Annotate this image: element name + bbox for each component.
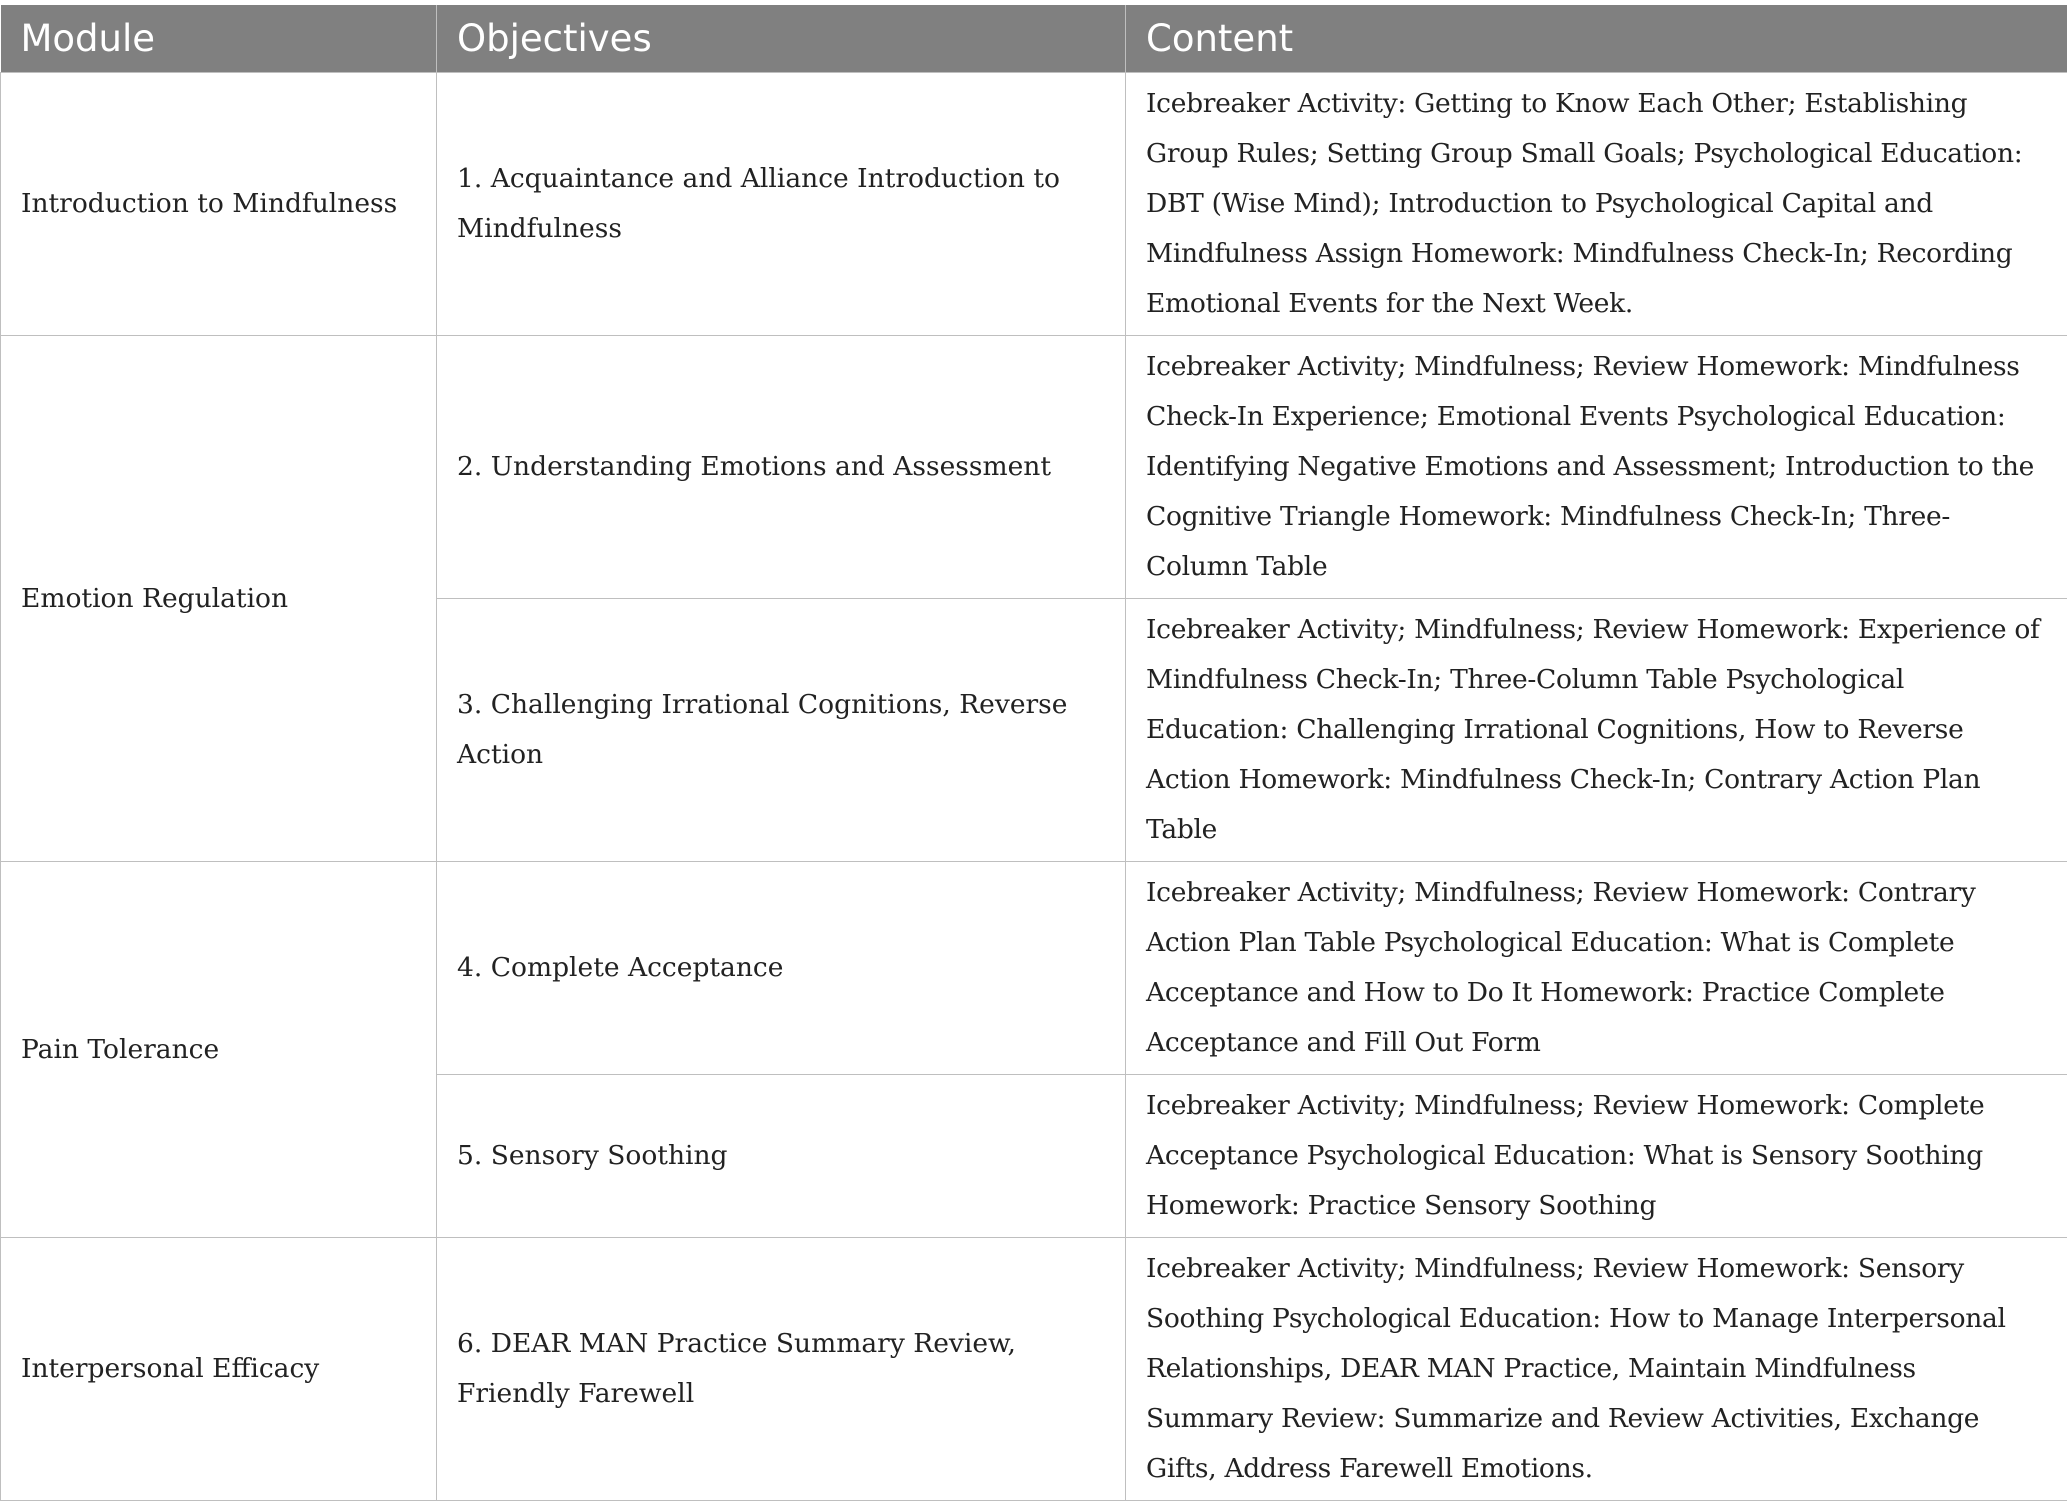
header-content: Content [1126, 5, 2067, 73]
content-cell: Icebreaker Activity; Mindfulness; Review Homework: Experience of Mindfulness Check-In; Three-Column Table Psychological Education: Challenging Irrational Cognitions, How to Reverse Action Homework: Mindfulness Check-In; Contrary Action Plan Table [1126, 599, 2067, 862]
table-row [1, 862, 2067, 1075]
content-cell: Icebreaker Activity; Mindfulness; Review Homework: Sensory Soothing Psychological Education: How to Manage Interpersonal Relationships, DEAR MAN Practice, Maintain Mindfulness Summary Review: Summarize and Review Activities, Exchange Gifts, Address Farewell Emotions. [1126, 1238, 2067, 1501]
content-cell: Icebreaker Activity; Mindfulness; Review Homework: Complete Acceptance Psychological Education: What is Sensory Soothing Homework: Practice Sensory Soothing [1126, 1075, 2067, 1238]
table-header-row [1, 5, 2067, 73]
objective-cell: 1. Acquaintance and Alliance Introduction to Mindfulness [437, 73, 1126, 336]
module-table [0, 5, 2067, 1501]
table-row [1, 336, 2067, 599]
header-objectives: Objectives [437, 5, 1126, 73]
objective-cell: 3. Challenging Irrational Cognitions, Reverse Action [437, 599, 1126, 862]
module-table-container [0, 5, 2067, 1501]
module-cell: Emotion Regulation [1, 336, 437, 862]
module-cell: Pain Tolerance [1, 862, 437, 1238]
objective-cell: 6. DEAR MAN Practice Summary Review, Friendly Farewell [437, 1238, 1126, 1501]
module-cell: Introduction to Mindfulness [1, 73, 437, 336]
content-cell: Icebreaker Activity; Mindfulness; Review Homework: Mindfulness Check-In Experience; Emotional Events Psychological Education: Identifying Negative Emotions and Assessment; Introduction to the Cognitive Triangle Homework: Mindfulness Check-In; Three-Column Table [1126, 336, 2067, 599]
objective-cell: 2. Understanding Emotions and Assessment [437, 336, 1126, 599]
objective-cell: 5. Sensory Soothing [437, 1075, 1126, 1238]
objective-cell: 4. Complete Acceptance [437, 862, 1126, 1075]
module-cell: Interpersonal Efficacy [1, 1238, 437, 1501]
content-cell: Icebreaker Activity: Getting to Know Each Other; Establishing Group Rules; Setting Group Small Goals; Psychological Education: DBT (Wise Mind); Introduction to Psychological Capital and Mindfulness Assign Homework: Mindfulness Check-In; Recording Emotional Events for the Next Week. [1126, 73, 2067, 336]
header-module: Module [1, 5, 437, 73]
table-row [1, 1238, 2067, 1501]
content-cell: Icebreaker Activity; Mindfulness; Review Homework: Contrary Action Plan Table Psychological Education: What is Complete Acceptance and How to Do It Homework: Practice Complete Acceptance and Fill Out Form [1126, 862, 2067, 1075]
table-row [1, 73, 2067, 336]
